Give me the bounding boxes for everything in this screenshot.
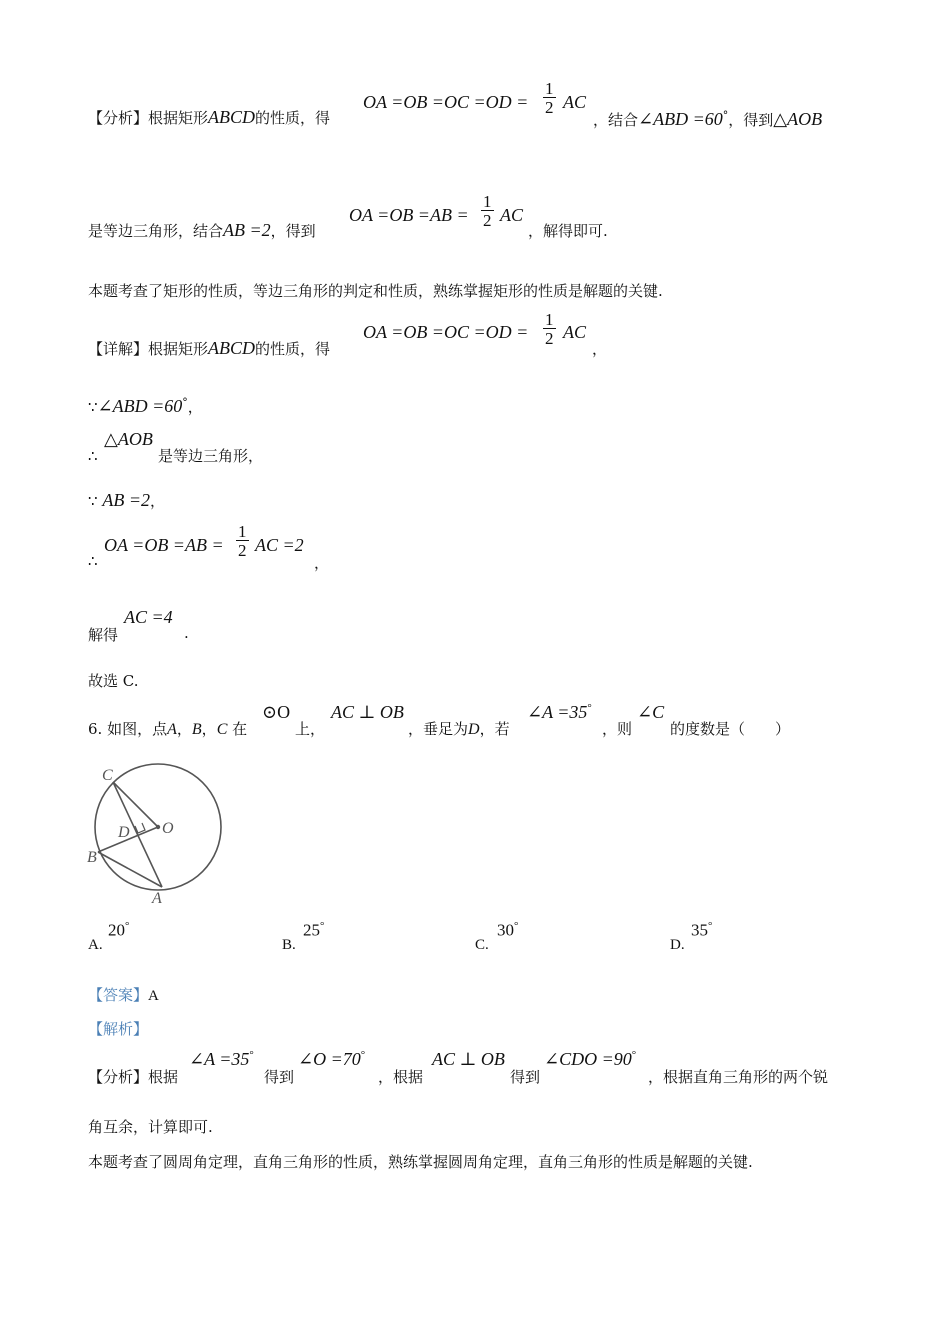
analysis2-get2: 得到 (510, 1068, 541, 1086)
answer-value: A (148, 988, 159, 1004)
math-ac-eq-4: AC =4 (124, 607, 173, 627)
q6-prefix: 6. 如图，点A，B，C 在 (88, 720, 248, 738)
math-ac: AC (563, 92, 587, 112)
step-equilateral-text: 是等边三角形， (158, 447, 264, 465)
math-angle-a: ∠A =35° (527, 702, 592, 722)
answer-label: 【答案】 (88, 986, 149, 1004)
step-because-angle: ∵∠ABD =60°， (88, 396, 203, 416)
q6-ask: 的度数是（ ） (670, 720, 791, 738)
option-b-value[interactable]: 25° (303, 920, 325, 940)
math-oa-ob-ab: OA =OB =AB = (349, 205, 469, 225)
label-a: A (152, 890, 162, 907)
analysis2-rest: ，根据直角三角形的两个锐 (648, 1068, 829, 1086)
math-angle-a: ∠A =35° (189, 1049, 254, 1069)
circle-figure (85, 762, 230, 907)
option-a-value[interactable]: 20° (108, 920, 130, 940)
math-ac: AC (500, 205, 524, 225)
option-a-letter[interactable]: A. (88, 937, 103, 953)
analysis2-prefix: 【分析】根据 (88, 1068, 179, 1086)
therefore-symbol: ∴ (88, 552, 98, 570)
analysis1-line2-suffix: ，解得即可. (528, 222, 608, 240)
label-b: B (87, 849, 97, 866)
math-circle-o: ⊙O (262, 702, 291, 722)
segment-ba (98, 852, 162, 887)
segment-co (113, 782, 158, 827)
fraction-half: $\frac{1}{2}$ (545, 79, 554, 117)
analysis1-summary: 本题考查了矩形的性质，等边三角形的判定和性质，熟练掌握矩形的性质是解题的关键. (88, 282, 663, 300)
q6-then: ，则 (602, 720, 633, 738)
label-d: D (118, 824, 130, 841)
analysis2-by: ，根据 (378, 1068, 424, 1086)
analysis-label: 【解析】 (88, 1020, 149, 1038)
analysis2-line2: 角互余，计算即可. (88, 1118, 213, 1136)
q6-foot: ，垂足为D，若 (408, 720, 510, 738)
label-c: C (102, 767, 113, 784)
math-triangle-aob: △AOB (104, 429, 153, 449)
math-ac: AC (563, 322, 587, 342)
option-c-letter[interactable]: C. (475, 937, 489, 953)
comma: ， (592, 340, 608, 358)
math-ac-perp-ob: AC ⊥ OB (432, 1049, 505, 1069)
therefore-symbol: ∴ (88, 447, 98, 465)
analysis1-line1-prefix: 【分析】根据矩形ABCD的性质，得 (88, 107, 331, 127)
fraction-half: $\frac{1}{2}$ (238, 522, 247, 560)
math-ac-eq-2: AC =2 (255, 535, 304, 555)
solve-label: 解得 (88, 626, 119, 644)
option-d-letter[interactable]: D. (670, 937, 685, 953)
comma: ， (314, 554, 330, 572)
math-ac-perp-ob: AC ⊥ OB (331, 702, 404, 722)
math-angle-o: ∠O =70° (298, 1049, 366, 1069)
math-angle-c: ∠C (637, 702, 665, 722)
fraction-half: $\frac{1}{2}$ (483, 192, 492, 230)
fraction-half: $\frac{1}{2}$ (545, 310, 554, 348)
option-d-value[interactable]: 35° (691, 920, 713, 940)
math-abcd: ABCD (208, 107, 256, 127)
analysis2-summary: 本题考查了圆周角定理，直角三角形的性质，熟练掌握圆周角定理，直角三角形的性质是解题的关键. (88, 1153, 753, 1171)
q6-on: 上， (295, 720, 326, 738)
math-oa-eq: OA =OB =OC =OD = (363, 92, 529, 112)
analysis2-get1: 得到 (264, 1068, 295, 1086)
math-angle-cdo: ∠CDO =90° (544, 1049, 637, 1069)
choose-answer: 故选 C. (88, 672, 139, 690)
analysis1-line1-mid: ，结合∠ABD =60°，得到△AOB (593, 109, 823, 129)
period: . (184, 624, 189, 642)
step-because-ab: ∵ AB =2， (88, 490, 165, 510)
math-oa-ob-ab: OA =OB =AB = (104, 535, 224, 555)
detail-line1-prefix: 【详解】根据矩形ABCD的性质，得 (88, 338, 331, 358)
option-b-letter[interactable]: B. (282, 937, 296, 953)
answer-line (88, 984, 159, 1005)
label-o: O (162, 820, 174, 837)
analysis1-line2-prefix: 是等边三角形，结合AB =2，得到 (88, 220, 316, 240)
math-oa-eq: OA =OB =OC =OD = (363, 322, 529, 342)
option-c-value[interactable]: 30° (497, 920, 519, 940)
center-point (156, 825, 160, 829)
